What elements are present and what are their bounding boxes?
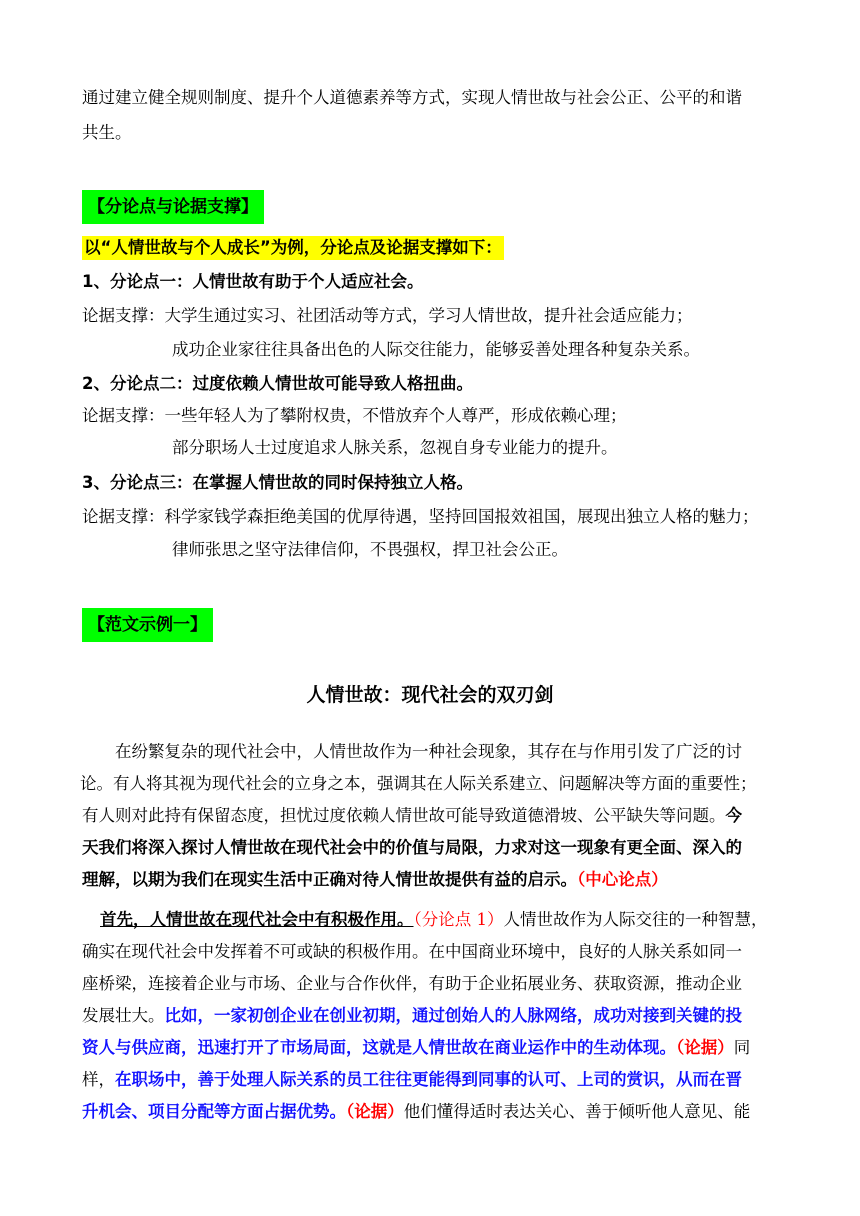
thesis-start: 今 (725, 806, 742, 825)
point-3-title: 3、分论点三：在掌握人情世故的同时保持独立人格。 (82, 473, 473, 492)
para1-line-5 (82, 864, 782, 896)
point-1-title: 1、分论点一：人情世故有助于个人适应社会。 (82, 272, 424, 291)
para2-line-2: 确实在现代社会中发挥着不可或缺的积极作用。在中国商业环境中，良好的人脉关系如同一 (82, 942, 742, 961)
para2-line-7-text: 他们懂得适时表达关心、善于倾听他人意见、能 (403, 1102, 751, 1121)
para1-line-1: 在纷繁复杂的现代社会中，人情世故作为一种社会现象，其存在与作用引发了广泛的讨 (115, 742, 742, 761)
para2-line-3: 座桥梁，连接着企业与市场、企业与合作伙伴，有助于企业拓展业务、获取资源，推动企业 (82, 974, 742, 993)
para2-line-5 (82, 1032, 782, 1064)
section-heading-arguments: 【分论点与论据支撑】 (82, 190, 264, 224)
point-3-evidence-1 (82, 507, 759, 527)
essay-paragraph-1 (82, 736, 782, 896)
thesis-end: 理解，以期为我们在现实生活中正确对待人情世故提供有益的启示。 (82, 870, 577, 889)
evidence-example-1: 比如，一家初创企业在创业初期，通过创始人的人脉网络，成功对接到关键的投 (164, 1006, 742, 1025)
evidence-label: 论据支撑： (82, 507, 165, 526)
para2-line-1 (82, 904, 782, 936)
essay-title: 人情世故：现代社会的双刃剑 (306, 684, 554, 706)
point-1-evidence-1 (82, 306, 693, 326)
para2-line-7 (82, 1096, 782, 1128)
para1-line-3-text: 有人则对此持有保留态度，担忧过度依赖人情世故可能导致道德滑坡、公平缺失等问题。 (82, 806, 726, 825)
para2-line-5-text: 同 (733, 1038, 751, 1057)
para1-line-3 (82, 800, 782, 832)
intro-line-1: 通过建立健全规则制度、提升个人道德素养等方式，实现人情世故与社会公正、公平的和谐 (82, 88, 742, 107)
evidence-text: 一些年轻人为了攀附权贵，不惜放弃个人尊严，形成依赖心理； (164, 406, 627, 425)
point-1-evidence-2: 成功企业家往往具备出色的人际交往能力，能够妥善处理各种复杂关系。 (172, 340, 700, 359)
sub-argument-1: 首先，人情世故在现代社会中有积极作用。 (100, 910, 414, 929)
para2-line-6-text: 样， (82, 1070, 115, 1089)
evidence-tag: （论据） (676, 1038, 734, 1057)
evidence-example-2: 在职场中，善于处理人际关系的员工往往更能得到同事的认可、上司的赏识，从而在晋 (115, 1070, 742, 1089)
para2-line-1-text: 人情世故作为人际交往的一种智慧， (503, 910, 768, 929)
para2-line-4 (82, 1000, 782, 1032)
essay-paragraph-2 (82, 904, 782, 1128)
point-2-evidence-1 (82, 406, 627, 426)
section-lead: 以“人情世故与个人成长”为例，分论点及论据支撑如下： (82, 236, 504, 260)
evidence-example-2-end: 升机会、项目分配等方面占据优势。 (82, 1102, 346, 1121)
para1-line-2: 论。有人将其视为现代社会的立身之本，强调其在人际关系建立、问题解决等方面的重要性； (80, 774, 757, 793)
para2-line-6 (82, 1064, 782, 1096)
evidence-text: 科学家钱学森拒绝美国的优厚待遇，坚持回国报效祖国，展现出独立人格的魅力； (164, 507, 759, 526)
evidence-label: 论据支撑： (82, 406, 165, 425)
intro-line-2: 共生。 (82, 123, 132, 142)
evidence-text: 大学生通过实习、社团活动等方式，学习人情世故，提升社会适应能力； (164, 306, 693, 325)
para2-line-4-text: 发展壮大。 (82, 1006, 165, 1025)
point-3-evidence-2: 律师张思之坚守法律信仰，不畏强权，捍卫社会公正。 (172, 540, 568, 559)
thesis-line-4: 天我们将深入探讨人情世故在现代社会中的价值与局限，力求对这一现象有更全面、深入的 (82, 838, 742, 857)
section-heading-example: 【范文示例一】 (82, 608, 213, 642)
point-2-title: 2、分论点二：过度依赖人情世故可能导致人格扭曲。 (82, 374, 473, 393)
evidence-label: 论据支撑： (82, 306, 165, 325)
point-2-evidence-2: 部分职场人士过度追求人脉关系，忽视自身专业能力的提升。 (172, 438, 618, 457)
sub-argument-tag: （分论点 1） (413, 910, 504, 929)
evidence-example-1-end: 资人与供应商，迅速打开了市场局面，这就是人情世故在商业运作中的生动体现。 (82, 1038, 676, 1057)
central-argument-tag: （中心论点） (577, 870, 668, 889)
evidence-tag: （论据） (346, 1102, 404, 1121)
